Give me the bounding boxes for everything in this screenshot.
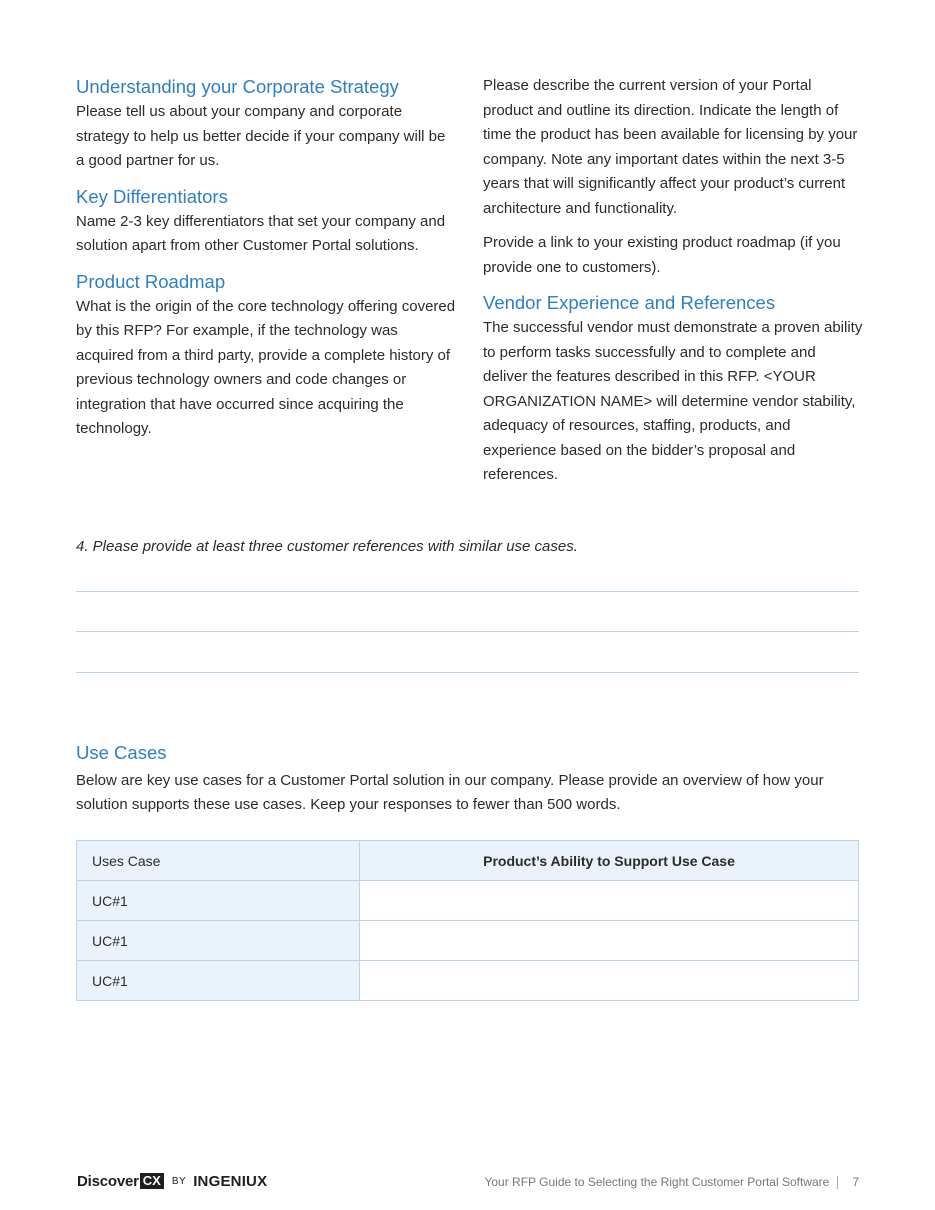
product-roadmap-section: [76, 269, 456, 442]
vendor-experience-section: [483, 290, 863, 488]
document-title: Your RFP Guide to Selecting the Right Customer Portal Software: [484, 1175, 830, 1189]
roadmap-link-paragraph: Provide a link to your existing product roadmap (if you provide one to customers).: [483, 234, 841, 276]
footer-divider: [837, 1176, 838, 1189]
section-heading: Understanding your Corporate Strategy: [76, 76, 399, 97]
section-heading: Use Cases: [76, 742, 167, 763]
references-question: 4. Please provide at least three customer references with similar use cases.: [76, 538, 578, 555]
portal-version-paragraph: Please describe the current version of your Portal product and outline its direction. Indicate the length of time the product has been available for licensing by your company. Note any important dates within the next 3-5 years that will significantly affect your product’s current architecture and functionality.: [483, 77, 858, 217]
section-body: Below are key use cases for a Customer Portal solution in our company. Please provide an overview of how your solution supports these use cases. Keep your responses to fewer than 500 words.: [76, 772, 824, 813]
footer-meta: [484, 1175, 859, 1189]
table-row: [77, 961, 859, 1001]
use-case-cell: UC#1: [77, 921, 360, 961]
table-row: [77, 881, 859, 921]
response-cell[interactable]: [360, 881, 859, 921]
section-heading: Product Roadmap: [76, 270, 226, 292]
use-cases-section: [76, 740, 859, 817]
section-body: The successful vendor must demonstrate a proven ability to perform tasks successfully and to complete and deliver the features described in this RFP. <YOUR ORGANIZATION NAME> will determine vendor stability, adequacy of resources, staffing, products, and experience based on the bidder’s proposal and references.: [483, 319, 863, 483]
response-cell[interactable]: [360, 961, 859, 1001]
right-column: [483, 74, 863, 498]
answer-line-1[interactable]: [76, 591, 859, 592]
section-heading: Key Differentiators: [76, 185, 228, 207]
answer-line-3[interactable]: [76, 672, 859, 673]
left-column: [76, 74, 456, 452]
use-case-cell: UC#1: [77, 961, 360, 1001]
section-body: Name 2-3 key differentiators that set your company and solution apart from other Customer Portal solutions.: [76, 212, 446, 254]
logo-ingeniux-text: INGENIUX: [193, 1172, 268, 1190]
table-row: [77, 921, 859, 961]
section-body: What is the origin of the core technology offering covered by this RFP? For example, if the technology was acquired from a third party, provide a complete history of previous technology owners and code changes or integration that have occurred since acquiring the technology.: [76, 297, 456, 437]
column-header-use-case: Uses Case: [77, 841, 360, 881]
corporate-strategy-section: [76, 74, 456, 174]
page-number: 7: [852, 1175, 859, 1189]
table-header-row: [77, 841, 859, 881]
use-case-table: [76, 840, 859, 1001]
section-heading: Vendor Experience and References: [483, 292, 776, 313]
discovercx-logo: [77, 1171, 267, 1191]
use-case-cell: UC#1: [77, 881, 360, 921]
logo-discover-text: Discover: [77, 1172, 139, 1190]
section-body: Please tell us about your company and corporate strategy to help us better decide if your company will be a good partner for us.: [76, 103, 446, 169]
answer-line-2[interactable]: [76, 631, 859, 632]
response-cell[interactable]: [360, 921, 859, 961]
column-header-product-ability: Product’s Ability to Support Use Case: [360, 841, 859, 881]
logo-cx-badge: CX: [140, 1173, 164, 1189]
logo-by-text: BY: [171, 1175, 187, 1187]
key-differentiators-section: [76, 184, 456, 259]
